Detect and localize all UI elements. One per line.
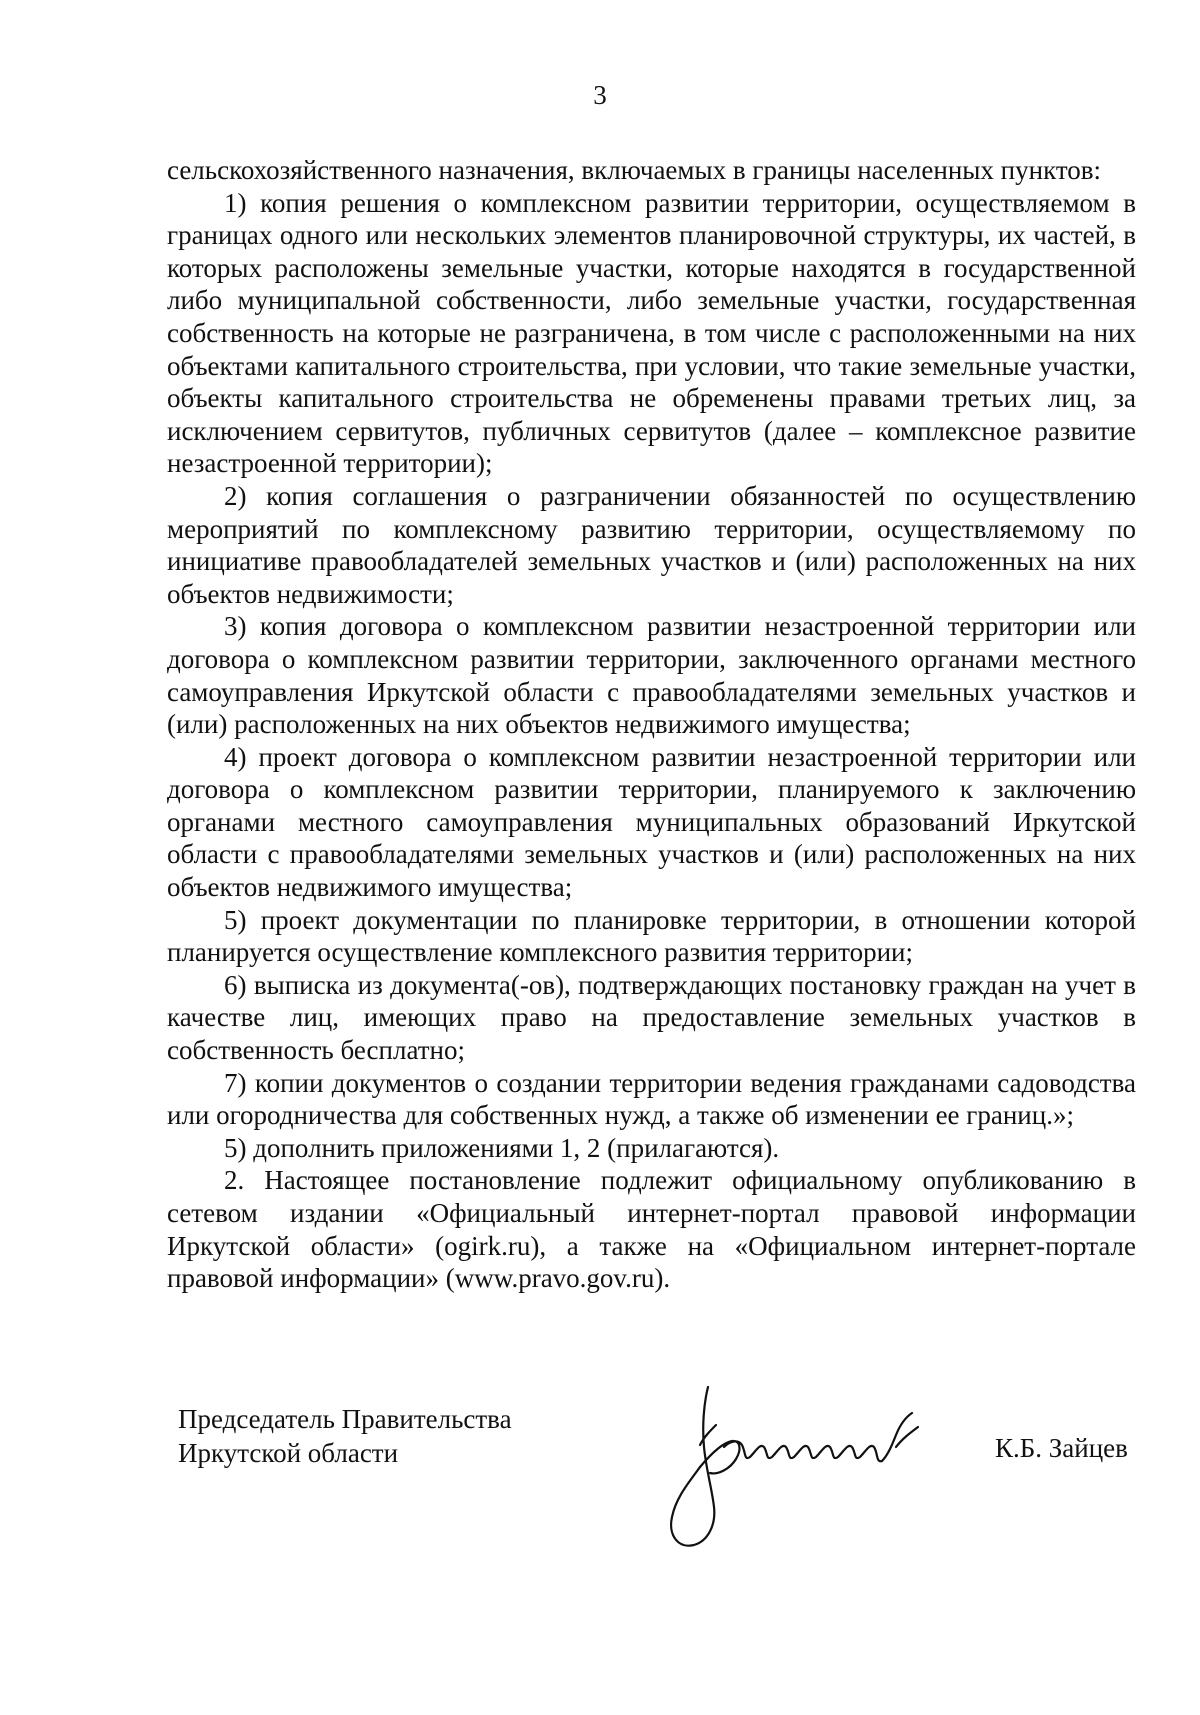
paragraph-item-3: 3) копия договора о комплексном развитии незастроенной территории или договора о комплексном развитии территории, заключенного органами местного самоуправления Иркутской области с правообладателями земельных участков и (или) расположенных на них объектов недвижимого имущества;	[167, 611, 1136, 740]
paragraph-item-5: 5) проект документации по планировке территории, в отношении которой планируется осуществление комплексного развития территории;	[167, 904, 1136, 968]
paragraph-item-2: 2) копия соглашения о разграничении обязанностей по осуществлению мероприятий по комплексному развитию территории, осуществляемому по инициативе правообладателей земельных участков и (или) расположенных на них объектов недвижимости;	[167, 480, 1136, 609]
signatory-role	[178, 1402, 512, 1470]
paragraph-item-6: 6) выписка из документа(-ов), подтверждающих постановку граждан на учет в качестве лиц, имеющих право на предоставление земельных участков в собственность бесплатно;	[167, 969, 1136, 1066]
handwritten-signature	[660, 1385, 930, 1550]
paragraph-item-7: 7) копии документов о создании территории ведения гражданами садоводства или огородничества для собственных нужд, а также об изменении ее границ.»;	[167, 1067, 1136, 1131]
paragraph-publication: 2. Настоящее постановление подлежит официальному опубликованию в сетевом издании «Официальный интернет-портал правовой информации Иркутской области» (ogirk.ru), а также на «Официальном интернет-портале правовой информации» (www.pravo.gov.ru).	[167, 1165, 1136, 1294]
signatory-role-line-1: Председатель Правительства	[178, 1404, 512, 1434]
paragraph-item-1: 1) копия решения о комплексном развитии территории, осуществляемом в границах одного или нескольких элементов планировочной структуры, их частей, в которых расположены земельные участки, которые находятся в государственной либо муниципальной собственности, либо земельные участки, государственная собственность на которые не разграничена, в том числе с расположенными на них объектами капитального строительства, при условии, что такие земельные участки, объекты капитального строительства не обременены правами третьих лиц, за исключением сервитутов, публичных сервитутов (далее – комплексное развитие незастроенной территории);	[167, 187, 1136, 479]
document-body	[167, 154, 1136, 1295]
paragraph-item-4: 4) проект договора о комплексном развитии незастроенной территории или договора о комплексном развитии территории, планируемого к заключению органами местного самоуправления муниципальных образований Иркутской области с правообладателями земельных участков и (или) расположенных на них объектов недвижимого имущества;	[167, 741, 1136, 903]
page-number: 3	[593, 80, 607, 110]
paragraph-amendment-5: 5) дополнить приложениями 1, 2 (прилагаются).	[224, 1132, 780, 1163]
signatory-name: К.Б. Зайцев	[995, 1433, 1128, 1463]
signatory-role-line-2: Иркутской области	[178, 1438, 399, 1468]
paragraph-continuation: сельскохозяйственного назначения, включаемых в границы населенных пунктов:	[167, 155, 1102, 185]
